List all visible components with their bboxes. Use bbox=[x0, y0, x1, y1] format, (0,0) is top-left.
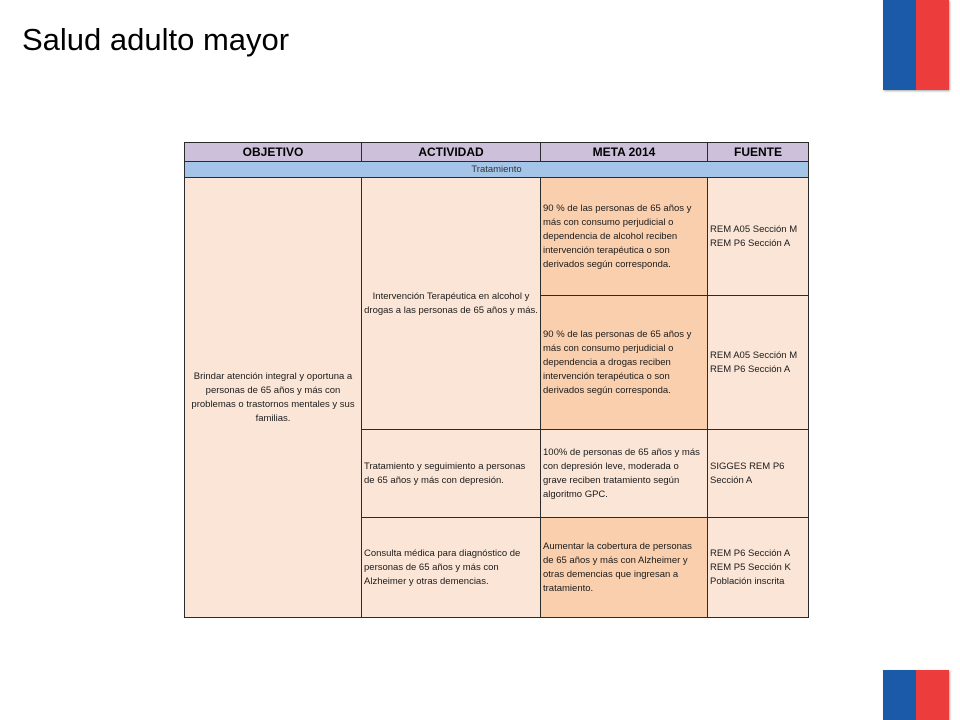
header-actividad: ACTIVIDAD bbox=[362, 143, 541, 162]
section-row bbox=[185, 162, 809, 178]
actividad-cell: Intervención Terapéutica en alcohol y drogas a las personas de 65 años y más. bbox=[362, 178, 541, 430]
flag-blue-stripe bbox=[883, 0, 916, 90]
section-tratamiento: Tratamiento bbox=[185, 162, 809, 178]
flag-red-stripe bbox=[916, 0, 949, 90]
chile-flag-bottom-decoration bbox=[883, 670, 949, 720]
header-objetivo: OBJETIVO bbox=[185, 143, 362, 162]
table-row bbox=[185, 178, 809, 296]
meta-cell: 90 % de las personas de 65 años y más con consumo perjudicial o dependencia a drogas reciben intervención terapéutica o son derivados según corresponda. bbox=[541, 296, 708, 430]
health-goals-table bbox=[184, 142, 809, 618]
meta-cell: Aumentar la cobertura de personas de 65 años y más con Alzheimer y otras demencias que ingresan a tratamiento. bbox=[541, 518, 708, 618]
meta-cell: 90 % de las personas de 65 años y más con consumo perjudicial o dependencia de alcohol reciben intervención terapéutica o son derivados según corresponda. bbox=[541, 178, 708, 296]
header-meta: META 2014 bbox=[541, 143, 708, 162]
flag-blue-stripe bbox=[883, 670, 916, 720]
actividad-cell: Consulta médica para diagnóstico de personas de 65 años y más con Alzheimer y otras demencias. bbox=[362, 518, 541, 618]
fuente-cell: SIGGES REM P6 Sección A bbox=[708, 430, 809, 518]
chile-flag-top-decoration bbox=[883, 0, 949, 90]
slide-title: Salud adulto mayor bbox=[22, 22, 290, 57]
header-fuente: FUENTE bbox=[708, 143, 809, 162]
fuente-cell: REM A05 Sección M REM P6 Sección A bbox=[708, 178, 809, 296]
objetivo-cell: Brindar atención integral y oportuna a personas de 65 años y más con problemas o trastornos mentales y sus familias. bbox=[185, 178, 362, 618]
flag-red-stripe bbox=[916, 670, 949, 720]
actividad-cell: Tratamiento y seguimiento a personas de 65 años y más con depresión. bbox=[362, 430, 541, 518]
meta-cell: 100% de personas de 65 años y más con depresión leve, moderada o grave reciben tratamiento según algoritmo GPC. bbox=[541, 430, 708, 518]
fuente-cell: REM P6 Sección A REM P5 Sección K Población inscrita bbox=[708, 518, 809, 618]
fuente-cell: REM A05 Sección M REM P6 Sección A bbox=[708, 296, 809, 430]
table-header-row bbox=[185, 143, 809, 162]
